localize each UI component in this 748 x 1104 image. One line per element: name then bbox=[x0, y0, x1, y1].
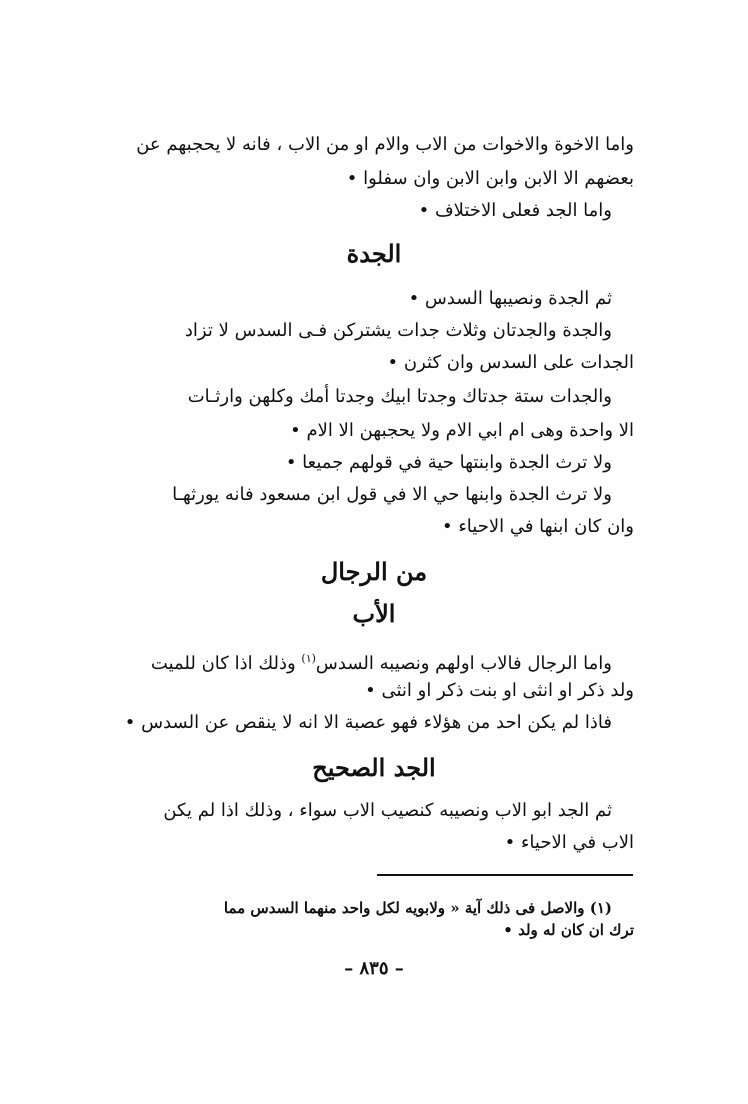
heading-true-grandfather: الجد الصحيح bbox=[312, 753, 436, 782]
para-3-line-1 bbox=[151, 644, 612, 679]
heading-grandmother: الجدة bbox=[346, 239, 402, 268]
para-2-line-6: ولا ترث الجدة وابنتها حية في قولهم جميعا • bbox=[285, 452, 612, 473]
para-2-line-7: ولا ترث الجدة وابنها حي الا في قول ابن مسعود فانه يورثهـا bbox=[172, 484, 612, 505]
footnote-line-1: (١) والاصل فى ذلك آية « ولابويه لكل واحد منهما السدس مما bbox=[223, 899, 612, 917]
para-3-line-2: ولد ذكر او انثى او بنت ذكر او انثى • bbox=[365, 680, 634, 701]
para-3-line-1-end: وذلك اذا كان للميت bbox=[150, 653, 302, 674]
footnote-line-2: ترك ان كان له ولد • bbox=[503, 921, 634, 939]
para-1-line-1: واما الاخوة والاخوات من الاب والام او من الاب ، فانه لا يحجبهم عن bbox=[136, 134, 634, 155]
para-2-line-1: ثم الجدة ونصيبها السدس • bbox=[408, 288, 612, 309]
heading-father: الأب bbox=[352, 599, 396, 628]
para-4-line-1: ثم الجد ابو الاب ونصيبه كنصيب الاب سواء ، وذلك اذا لم يكن bbox=[163, 800, 612, 821]
para-2-line-5: الا واحدة وهى ام ابي الام ولا يحجبهن الا الام • bbox=[290, 420, 634, 441]
para-3-line-1-start: واما الرجال فالاب اولهم ونصيبه السدس bbox=[315, 653, 612, 674]
para-4-line-2: الاب في الاحياء • bbox=[504, 832, 634, 853]
para-1-line-2: بعضهم الا الابن وابن الابن وان سفلوا • bbox=[346, 168, 634, 189]
para-2-line-8: وان كان ابنها في الاحياء • bbox=[441, 516, 634, 537]
heading-men: من الرجال bbox=[320, 557, 428, 586]
para-2-line-2: والجدة والجدتان وثلاث جدات يشتركن فـى السدس لا تزاد bbox=[184, 320, 612, 341]
footnote-marker: (١) bbox=[301, 652, 316, 665]
para-2-line-4: والجدات ستة جدتاك وجدتا ابيك وجدتا أمك وكلهن وارثـات bbox=[187, 386, 612, 407]
para-1-line-3: واما الجد فعلى الاختلاف • bbox=[418, 200, 612, 221]
page-number: – ٨٣٥ – bbox=[344, 958, 404, 979]
para-3-line-3: فاذا لم يكن احد من هؤلاء فهو عصبة الا انه لا ينقص عن السدس • bbox=[124, 712, 612, 733]
para-2-line-3: الجدات على السدس وان كثرن • bbox=[387, 352, 634, 373]
footnote-divider bbox=[377, 874, 633, 876]
